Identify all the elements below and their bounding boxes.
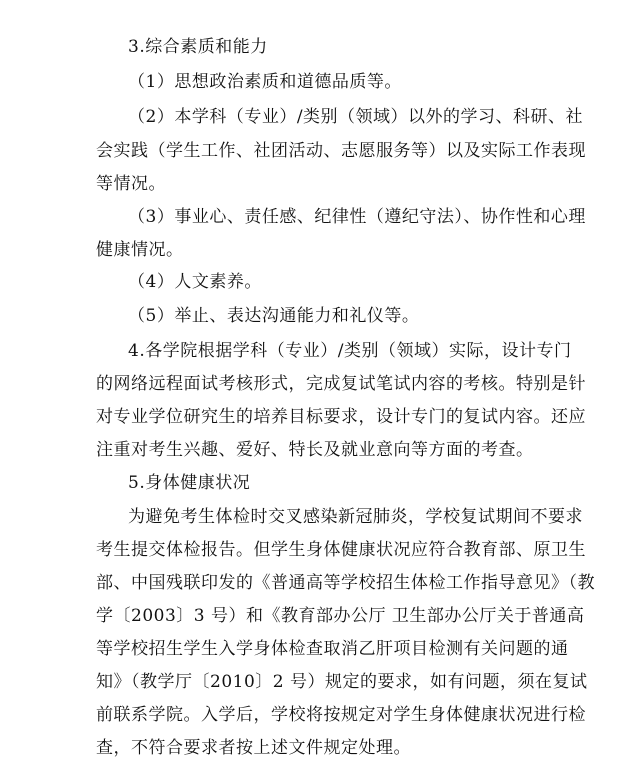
paragraph-line: （5）举止、表达沟通能力和礼仪等。 <box>128 306 420 326</box>
paragraph-line: 的网络远程面试考核形式，完成复试笔试内容的考核。特别是针 <box>96 374 586 394</box>
paragraph-line: 会实践（学生工作、社团活动、志愿服务等）以及实际工作表现 <box>96 141 586 161</box>
paragraph-line: （2）本学科（专业）/类别（领域）以外的学习、科研、社 <box>128 107 584 127</box>
paragraph-line: 健康情况。 <box>96 240 184 260</box>
paragraph-line: 学〔2003〕3 号）和《教育部办公厅 卫生部办公厅关于普通高 <box>96 606 585 626</box>
paragraph-line: 为避免考生体检时交叉感染新冠肺炎，学校复试期间不要求 <box>128 507 583 527</box>
paragraph-line: （1）思想政治素质和道德品质等。 <box>128 72 402 92</box>
paragraph-line: 知》（教学厅〔2010〕2 号）规定的要求，如有问题，须在复试 <box>96 672 588 692</box>
paragraph-line: 等情况。 <box>96 174 166 194</box>
paragraph-line: 对专业学位研究生的培养目标要求，设计专门的复试内容。还应 <box>96 407 586 427</box>
paragraph-line: 等学校招生学生入学身体检查取消乙肝项目检测有关问题的通 <box>96 639 569 659</box>
paragraph-line: 注重对考生兴趣、爱好、特长及就业意向等方面的考查。 <box>96 440 534 460</box>
section-heading-3: 3.综合素质和能力 <box>128 37 268 57</box>
paragraph-line: 考生提交体检报告。但学生身体健康状况应符合教育部、原卫生 <box>96 540 586 560</box>
paragraph-line: （4）人文素养。 <box>128 272 262 292</box>
paragraph-line: （3）事业心、责任感、纪律性（遵纪守法）、协作性和心理 <box>128 207 586 227</box>
paragraph-line: 查，不符合要求者按上述文件规定处理。 <box>96 738 411 758</box>
section-heading-5: 5.身体健康状况 <box>128 473 251 493</box>
paragraph-line: 前联系学院。入学后，学校将按规定对学生身体健康状况进行检 <box>96 705 586 725</box>
paragraph-line: 部、中国残联印发的《普通高等学校招生体检工作指导意见》（教 <box>96 573 595 593</box>
section-heading-4: 4.各学院根据学科（专业）/类别（领域）实际，设计专门 <box>128 341 572 361</box>
